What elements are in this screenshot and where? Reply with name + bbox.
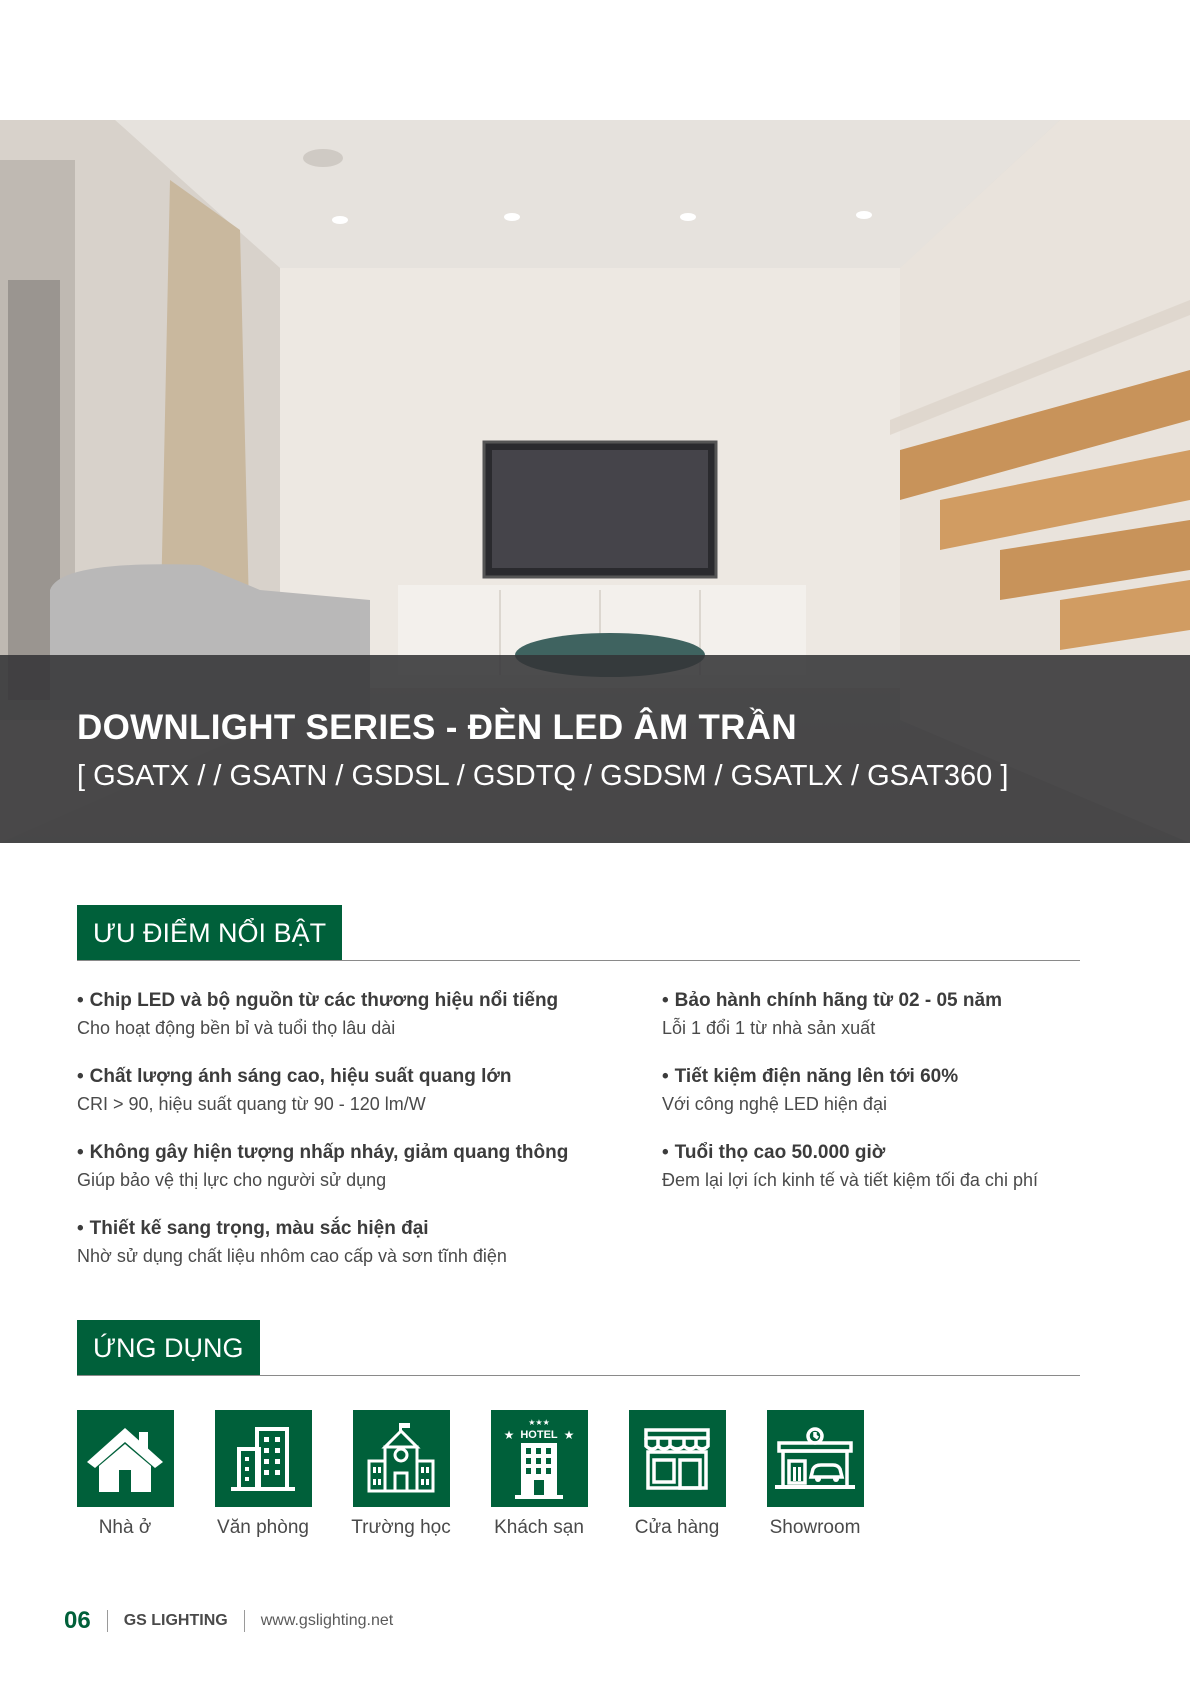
footer-divider	[107, 1610, 108, 1632]
advantages-divider	[77, 960, 1080, 961]
application-label: Trường học	[351, 1517, 451, 1538]
applications-heading	[77, 1320, 1080, 1376]
feature-description: Giúp bảo vệ thị lực cho người sử dụng	[77, 1170, 387, 1190]
house-icon	[77, 1410, 174, 1507]
bullet-icon: •	[77, 1142, 84, 1163]
bullet-icon: •	[662, 1066, 669, 1087]
hotel-sign: HOTEL	[520, 1428, 558, 1441]
feature-item	[662, 990, 1190, 1039]
bullet-icon: •	[77, 1066, 84, 1087]
feature-title: Bảo hành chính hãng từ 02 - 05 năm	[674, 990, 1002, 1011]
page-footer	[64, 1606, 393, 1636]
footer-divider	[244, 1610, 245, 1632]
bullet-icon: •	[77, 1218, 84, 1239]
feature-item	[662, 1066, 1190, 1115]
application-label: Cửa hàng	[634, 1517, 720, 1538]
feature-item	[662, 1142, 1190, 1191]
showroom-icon	[767, 1410, 864, 1507]
application-home	[60, 1410, 190, 1539]
feature-item	[77, 1142, 617, 1191]
advantages-heading-label: ƯU ĐIỂM NỔI BẬT	[77, 905, 342, 961]
application-store	[612, 1410, 742, 1539]
store-icon	[629, 1410, 726, 1507]
feature-description: Lỗi 1 đổi 1 từ nhà sản xuất	[662, 1018, 876, 1038]
feature-title: Tuổi thọ cao 50.000 giờ	[674, 1142, 886, 1163]
feature-description: CRI > 90, hiệu suất quang từ 90 - 120 lm/W	[77, 1094, 426, 1114]
application-label: Showroom	[769, 1517, 861, 1538]
school-icon	[353, 1410, 450, 1507]
feature-description: Đem lại lợi ích kinh tế và tiết kiệm tối đa chi phí	[662, 1170, 1038, 1190]
feature-description: Cho hoạt động bền bỉ và tuổi thọ lâu dài	[77, 1018, 396, 1038]
bullet-icon: •	[662, 1142, 669, 1163]
product-codes: [ GSATX / / GSATN / GSDSL / GSDTQ / GSDSM / GSATLX / GSAT360 ]	[77, 760, 1009, 792]
office-building-icon	[215, 1410, 312, 1507]
feature-title: Chip LED và bộ nguồn từ các thương hiệu nổi tiếng	[89, 990, 559, 1011]
application-label: Nhà ở	[98, 1517, 152, 1538]
page-number: 06	[64, 1607, 91, 1634]
svg-text:★: ★	[563, 1427, 575, 1442]
feature-title: Chất lượng ánh sáng cao, hiệu suất quang lớn	[89, 1066, 512, 1087]
svg-text:★: ★	[503, 1427, 515, 1442]
feature-item	[77, 990, 617, 1039]
application-label: Văn phòng	[217, 1517, 309, 1538]
feature-title: Tiết kiệm điện năng lên tới 60%	[674, 1066, 959, 1087]
application-label: Khách sạn	[494, 1517, 584, 1538]
application-hotel	[474, 1410, 604, 1539]
feature-item	[77, 1218, 617, 1267]
brand-name: GS LIGHTING	[123, 1612, 228, 1629]
application-showroom	[750, 1410, 880, 1539]
svg-text:★★★: ★★★	[528, 1417, 550, 1427]
website-url[interactable]: www.gslighting.net	[260, 1612, 394, 1629]
feature-description: Nhờ sử dụng chất liệu nhôm cao cấp và sơn tĩnh điện	[77, 1246, 507, 1266]
applications-divider	[77, 1375, 1080, 1376]
application-school	[336, 1410, 466, 1539]
bullet-icon: •	[77, 990, 84, 1011]
feature-item	[77, 1066, 617, 1115]
advantages-heading	[77, 905, 1080, 961]
hero-title-band	[0, 655, 1190, 843]
feature-title: Thiết kế sang trọng, màu sắc hiện đại	[89, 1218, 429, 1239]
hotel-icon	[491, 1410, 588, 1507]
page-title: DOWNLIGHT SERIES - ĐÈN LED ÂM TRẦN	[77, 708, 797, 747]
feature-title: Không gây hiện tượng nhấp nháy, giảm quang thông	[89, 1142, 569, 1163]
bullet-icon: •	[662, 990, 669, 1011]
hero-photo	[0, 120, 1190, 843]
applications-heading-label: ỨNG DỤNG	[77, 1320, 260, 1376]
feature-description: Với công nghệ LED hiện đại	[662, 1094, 887, 1114]
application-office	[198, 1410, 328, 1539]
